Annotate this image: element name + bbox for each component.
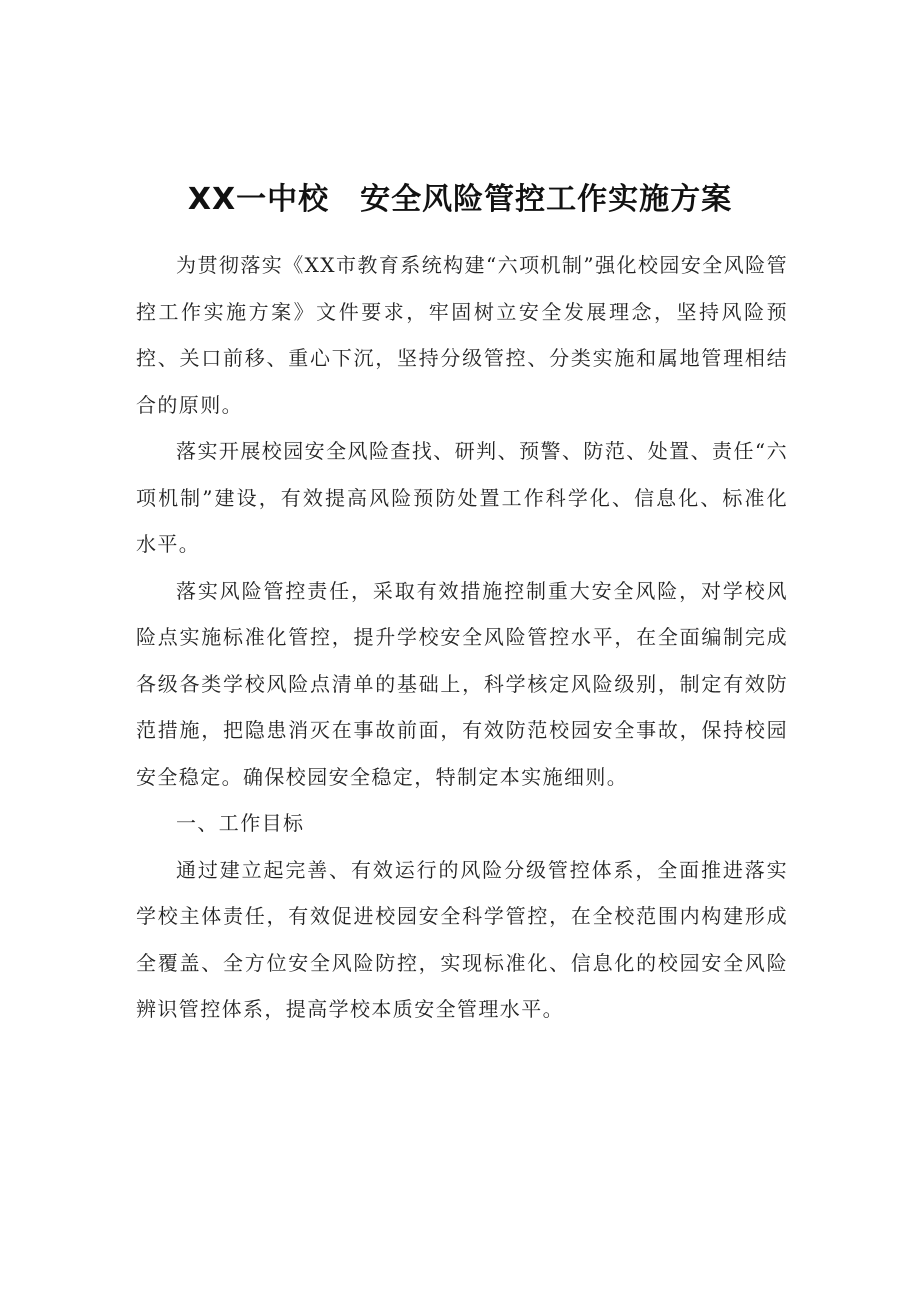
paragraph-work-goals: 通过建立起完善、有效运行的风险分级管控体系，全面推进落实学校主体责任，有效促进校园安全科学管控，在全校范围内构建形成全覆盖、全方位安全风险防控，实现标准化、信息化的校园安全风险辨识管控体系，提高学校本质安全管理水平。: [136, 857, 788, 1021]
paragraph-intro: 为贯彻落实《XX市教育系统构建“六项机制”强化校园安全风险管控工作实施方案》文件要求，牢固树立安全发展理念，坚持风险预控、关口前移、重心下沉，坚持分级管控、分类实施和属地管理相结合的原则。: [136, 253, 788, 417]
paragraph-risk-control-responsibility: 落实风险管控责任，采取有效措施控制重大安全风险，对学校风险点实施标准化管控，提升学校安全风险管控水平，在全面编制完成各级各类学校风险点清单的基础上，科学核定风险级别，制定有效防范措施，把隐患消灭在事故前面，有效防范校园安全事故，保持校园安全稳定。确保校园安全稳定，特制定本实施细则。: [136, 578, 788, 789]
section-heading-work-goals: 一、工作目标: [176, 811, 305, 835]
document-body: [136, 242, 788, 1033]
paragraph-six-mechanisms: 落实开展校园安全风险查找、研判、预警、防范、处置、责任“六项机制”建设，有效提高风险预防处置工作科学化、信息化、标准化水平。: [136, 439, 788, 556]
document-title: XX一中校 安全风险管控工作实施方案: [187, 182, 733, 217]
